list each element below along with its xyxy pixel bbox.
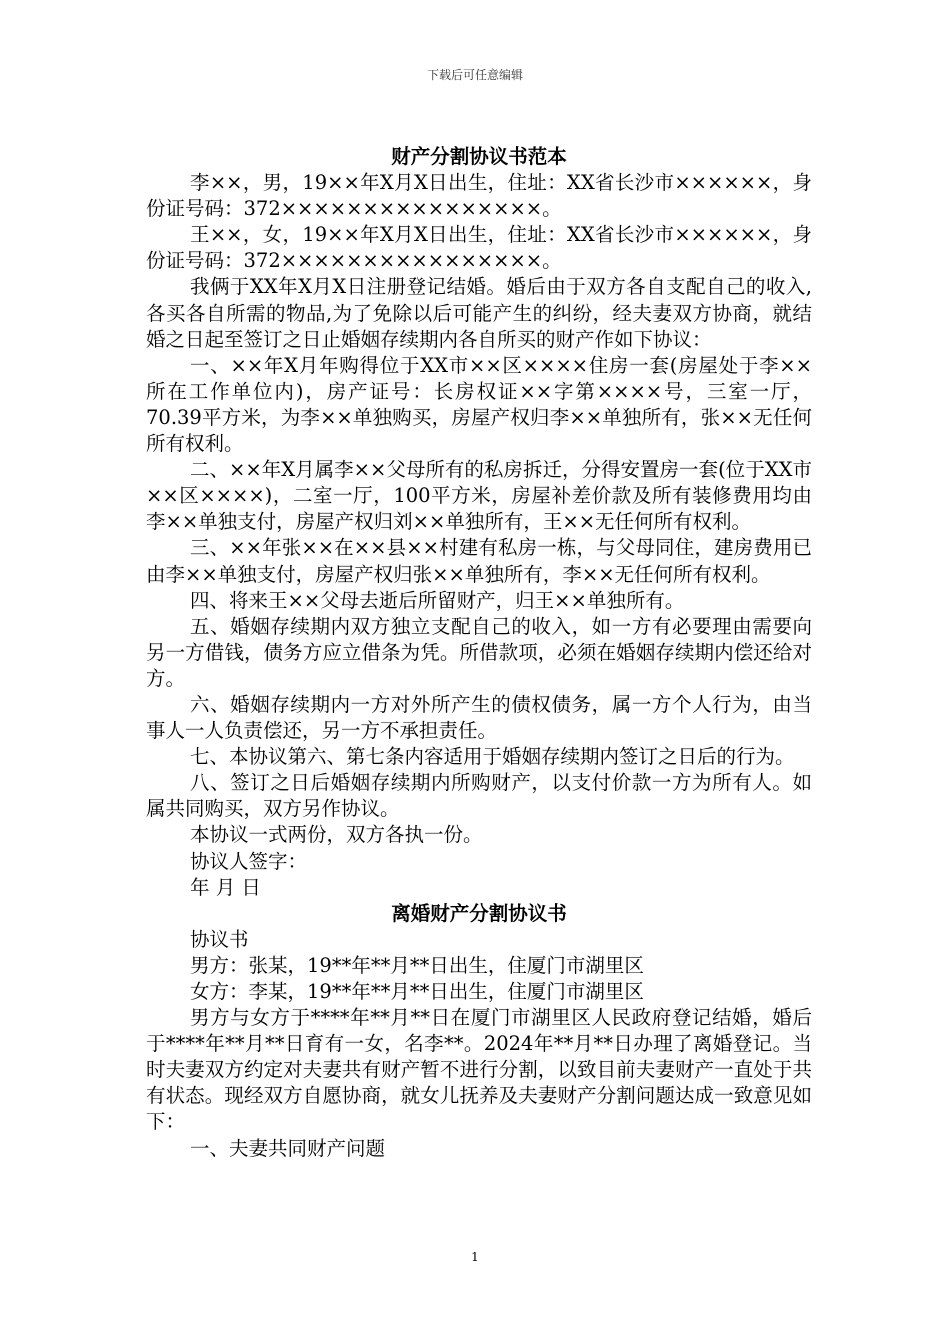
doc2-paragraph: 男方：张某，19**年**月**日出生，住厦门市湖里区: [190, 953, 644, 977]
doc2-paragraph: 男方与女方于****年**月**日在厦门市湖里区人民政府登记结婚，婚后于****年**月**日育有一女，名李**。2024年**月**日办理了离婚登记。当时夫妻双方约定对夫妻共有财产暂不进行分割，以致目前夫妻财产一直处于共有状态。现经双方自愿协商，就女儿抚养及夫妻财产分割问题达成一致意见如下：: [146, 1006, 812, 1134]
doc1-paragraph: 六、婚姻存续期内一方对外所产生的债权债务，属一方个人行为，由当事人一人负责偿还，另一方不承担责任。: [146, 692, 812, 743]
doc1-paragraph: 李××，男，19××年X月X日出生，住址：XX省长沙市××××××，身份证号码：372××××××××××××××××。: [146, 171, 812, 221]
doc1-paragraph: 八、签订之日后婚姻存续期内所购财产，以支付价款一方为所有人。如属共同购买，双方另作协议。: [146, 771, 812, 821]
doc1-paragraph: 七、本协议第六、第七条内容适用于婚姻存续期内签订之日后的行为。: [190, 745, 795, 769]
doc2-paragraph: 一、夫妻共同财产问题: [190, 1136, 386, 1160]
doc2-title: 离婚财产分割协议书: [391, 901, 567, 925]
page-number: 1: [471, 1250, 479, 1264]
doc1-title: 财产分割协议书范本: [391, 145, 567, 168]
doc1-paragraph: 一、××年X月年购得位于XX市××区××××住房一套(房屋处于李××所在工作单位内)，房产证号：长房权证××字第××××号，三室一厅，70.39平方米，为李××单独购买，房屋产权归李××单独所有，张××无任何所有权利。: [146, 353, 812, 456]
doc1-paragraph: 本协议一式两份，双方各执一份。: [190, 823, 483, 847]
doc1-paragraph: 三、××年张××在××县××村建有私房一栋，与父母同住，建房费用已由李××单独支付，房屋产权归张××单独所有，李××无任何所有权利。: [146, 536, 812, 586]
document-body: [146, 144, 812, 1162]
doc1-signature-label: 协议人签字：: [190, 849, 308, 873]
doc1-paragraph: 五、婚姻存续期内双方独立支配自己的收入，如一方有必要理由需要向另一方借钱，债务方应立借条为凭。所借款项，必须在婚姻存续期内偿还给对方。: [146, 614, 812, 690]
doc2-paragraph: 协议书: [190, 927, 249, 951]
doc1-paragraph: 我俩于XX年X月X日注册登记结婚。婚后由于双方各自支配自己的收入,各买各自所需的物品,为了免除以后可能产生的纠纷，经夫妻双方协商，就结婚之日起至签订之日止婚姻存续期内各自所买的财产作如下协议：: [146, 275, 812, 351]
doc1-paragraph: 四、将来王××父母去逝后所留财产，归王××单独所有。: [190, 588, 685, 612]
doc1-date-line: 年 月 日: [190, 875, 261, 899]
page-header-note: 下载后可任意编辑: [426, 68, 523, 82]
doc2-paragraph: 女方：李某，19**年**月**日出生，住厦门市湖里区: [190, 980, 644, 1003]
doc1-paragraph: 二、××年X月属李××父母所有的私房拆迁，分得安置房一套(位于XX市××区××××)，二室一厅，100平方米，房屋补差价款及所有装修费用均由李××单独支付，房屋产权归刘××单独所有，王××无任何所有权利。: [146, 458, 812, 534]
doc1-paragraph: 王××，女，19××年X月X日出生，住址：XX省长沙市××××××，身份证号码：372××××××××××××××××。: [146, 223, 812, 273]
